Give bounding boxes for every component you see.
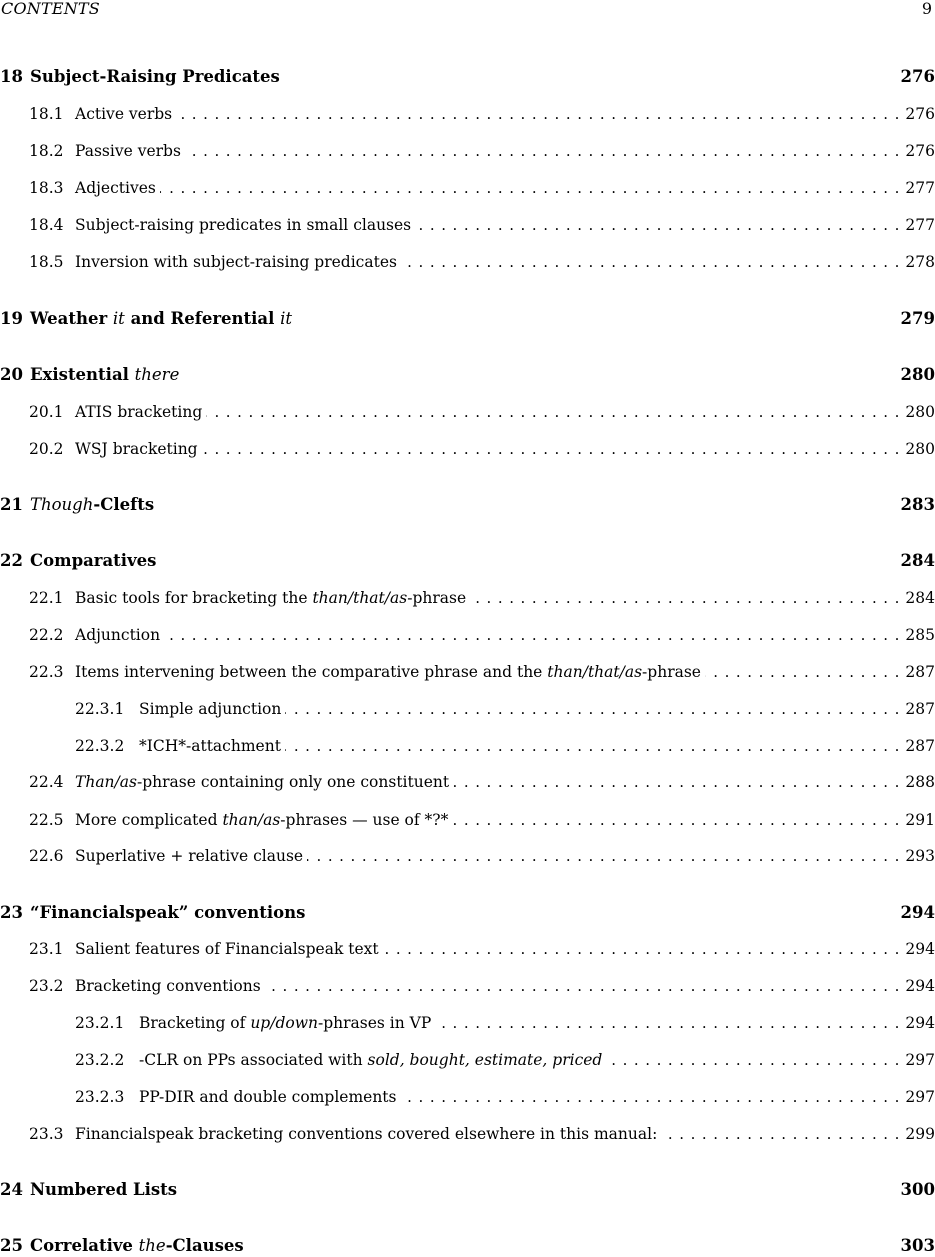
toc-page-number: 276 [895,66,935,88]
toc-page-number: 299 [899,1123,935,1145]
toc-entry-title-part: than/as [222,811,281,829]
toc-entry-number: 23.2.1 [75,1014,125,1032]
toc-section-row[interactable] [0,251,935,273]
toc-entry-title-part: WSJ bracketing [75,440,198,458]
toc-entry-title-part: More complicated [75,811,223,829]
toc-chapter-row[interactable] [0,550,935,572]
toc-page-number: 300 [895,1179,935,1201]
toc-entry-title [75,809,452,831]
toc-entry-number: 23.1 [29,940,64,958]
toc-entry-number: 22.3.2 [75,737,125,755]
toc-page-number: 277 [899,214,935,236]
toc-entry-number: 22.5 [29,811,64,829]
toc-entry-title [139,1049,606,1071]
toc-entry-title-part: Items intervening between the comparative phrase and the [75,663,548,681]
toc-entry-title-part: Bracketing of [139,1014,251,1032]
toc-page-number: 278 [899,251,935,273]
toc-entry-title-part: there [134,365,180,384]
toc-entry-title [139,1012,435,1034]
toc-entry-title [75,140,185,162]
toc-section-row[interactable] [0,438,935,460]
toc-dot-leader [185,140,899,162]
toc-entry-title [75,214,415,236]
toc-entry-title [75,401,206,423]
toc-section-row[interactable] [0,140,935,162]
toc-page-number: 285 [899,624,935,646]
toc-page-number: 287 [899,735,935,757]
toc-page-number: 294 [899,975,935,997]
toc-entry-title-part: Subject-raising predicates in small clauses [75,216,412,234]
toc-dot-leader [606,1049,899,1071]
toc-entry-number: 18 [0,67,23,86]
toc-dot-leader [285,735,899,757]
toc-page-number: 283 [895,494,935,516]
toc-page-number: 288 [899,771,935,793]
toc-entry-title-part: Adjectives [75,179,156,197]
toc-entry-title-part: -CLR on PPs associated with [139,1051,368,1069]
toc-dot-leader [453,771,899,793]
toc-section-row[interactable] [0,938,935,960]
toc-entry-title-part: the [138,1236,166,1255]
toc-entry-number: 20.2 [29,440,64,458]
toc-entry-title [139,1086,400,1108]
toc-dot-leader [202,438,900,460]
toc-entry-title-part: than/that/as [312,589,408,607]
toc-entry-number: 18.4 [29,216,64,234]
toc-subsection-row[interactable] [0,1086,935,1108]
toc-entry-number: 18.1 [29,105,64,123]
toc-entry-title [75,1123,661,1145]
toc-entry-title-part: Passive verbs [75,142,181,160]
toc-page-number: 280 [899,401,935,423]
toc-entry-title-part: Simple adjunction [139,700,282,718]
toc-page-number: 276 [899,140,935,162]
toc-entry-title-part: ATIS bracketing [75,403,203,421]
toc-dot-leader [415,214,899,236]
running-header [0,0,935,18]
toc-entry-title-part: Inversion with subject-raising predicates [75,253,397,271]
toc-entry-title-part: -phrases — use of *?* [280,811,449,829]
toc-page-number: 284 [899,587,935,609]
toc-chapter-row[interactable] [0,364,935,386]
toc-chapter-row[interactable] [0,308,935,330]
toc-section-row[interactable] [0,809,935,831]
toc-dot-leader [470,587,899,609]
toc-entry-number: 20.1 [29,403,64,421]
toc-entry-title-part: than/that/as [547,663,643,681]
toc-entry-title-part: Weather [29,309,113,328]
toc-entry-title-part: -Clauses [165,1236,244,1255]
toc-page-number: 287 [899,698,935,720]
toc-chapter-row[interactable] [0,1235,935,1257]
toc-entry-number: 22.2 [29,626,64,644]
toc-entry-number: 23.2.3 [75,1088,125,1106]
toc-dot-leader [661,1123,899,1145]
toc-page-number: 293 [899,845,935,867]
toc-entry-title-part: Bracketing conventions [75,977,261,995]
toc-chapter-row[interactable] [0,902,935,924]
toc-chapter-row[interactable] [0,494,935,516]
toc-entry-title-part: -phrase [407,589,467,607]
toc-page-number: 291 [899,809,935,831]
toc-section-row[interactable] [0,845,935,867]
toc-dot-leader [164,624,899,646]
toc-entry-title [75,103,176,125]
header-page-number: 9 [921,0,932,18]
toc-dot-leader [435,1012,899,1034]
toc-page-number: 297 [899,1049,935,1071]
toc-entry-title-part: -phrase containing only one constituent [136,773,450,791]
toc-entry-title-part: PP-DIR and double complements [139,1088,397,1106]
toc-dot-leader [705,661,899,683]
toc-entry-title [75,938,383,960]
toc-page-number: 294 [899,938,935,960]
toc-entry-title [75,845,307,867]
toc-entry-title [75,251,401,273]
toc-section-row[interactable] [0,661,935,683]
toc-entry-number: 22.3 [29,663,64,681]
toc-page-number: 276 [899,103,935,125]
toc-page-number: 287 [899,661,935,683]
toc-page-number: 280 [899,438,935,460]
toc-entry-title-part: Than/as [75,773,137,791]
toc-entry-title-part: Active verbs [75,105,173,123]
toc-entry-title [30,494,158,516]
toc-entry-title [30,308,296,330]
toc-entry-number: 23 [0,903,23,922]
toc-page-number: 284 [895,550,935,572]
toc-dot-leader [265,975,900,997]
toc-entry-number: 21 [0,495,23,514]
toc-entry-title-part: -phrases in VP [317,1014,432,1032]
toc-entry-number: 23.2 [29,977,64,995]
toc-entry-title-part: *ICH*-attachment [139,737,281,755]
toc-entry-title-part: “Financialspeak” conventions [29,903,306,922]
toc-entry-title-part: Numbered Lists [29,1180,178,1199]
toc-entry-title-part: Though [29,495,94,514]
toc-chapter-row[interactable] [0,1179,935,1201]
toc-entry-number: 22.4 [29,773,64,791]
toc-entry-number: 25 [0,1236,23,1255]
toc-entry-title-part: up/down [250,1014,318,1032]
toc-entry-title-part: -Clefts [93,495,155,514]
toc-entry-title [139,698,285,720]
toc-dot-leader [176,103,899,125]
toc-entry-number: 18.2 [29,142,64,160]
toc-entry-number: 20 [0,365,23,384]
toc-entry-title-part: Basic tools for bracketing the [75,589,313,607]
toc-chapter-row[interactable] [0,66,935,88]
toc-dot-leader [400,1086,899,1108]
toc-entry-title-part: it [280,309,293,328]
toc-entry-number: 18.3 [29,179,64,197]
toc-dot-leader [383,938,900,960]
toc-section-row[interactable] [0,401,935,423]
toc-section-row[interactable] [0,624,935,646]
toc-page-number: 280 [895,364,935,386]
toc-entry-title-part: Correlative [29,1236,139,1255]
toc-entry-title [30,66,284,88]
toc-entry-number: 18.5 [29,253,64,271]
toc-entry-title [75,771,453,793]
toc-subsection-row[interactable] [0,1012,935,1034]
toc-entry-title [75,624,164,646]
toc-page-number: 297 [899,1086,935,1108]
toc-subsection-row[interactable] [0,698,935,720]
toc-entry-title [75,975,265,997]
toc-entry-number: 22.6 [29,847,64,865]
toc-entry-number: 23.3 [29,1125,64,1143]
toc-section-row[interactable] [0,103,935,125]
toc-entry-title [139,735,285,757]
toc-entry-title [30,364,183,386]
toc-entry-title-part: Salient features of Financialspeak text [75,940,379,958]
toc-entry-title [30,902,309,924]
toc-section-row[interactable] [0,1123,935,1145]
toc-dot-leader [307,845,899,867]
running-title: CONTENTS [1,0,100,18]
toc-entry-title-part: Subject-Raising Predicates [29,67,280,86]
toc-entry-number: 22.3.1 [75,700,125,718]
toc-entry-number: 22.1 [29,589,64,607]
toc-entry-title [75,177,160,199]
toc-subsection-row[interactable] [0,735,935,757]
toc-dot-leader [452,809,899,831]
toc-entry-title [30,1179,181,1201]
toc-entry-title [75,587,470,609]
toc-section-row[interactable] [0,587,935,609]
toc-entry-number: 23.2.2 [75,1051,125,1069]
toc-entry-number: 19 [0,309,23,328]
toc-section-row[interactable] [0,975,935,997]
toc-dot-leader [285,698,899,720]
toc-entry-title [75,661,705,683]
toc-dot-leader [401,251,899,273]
toc-entry-title-part: Financialspeak bracketing conventions covered elsewhere in this manual: [75,1125,658,1143]
toc-entry-title-part: it [112,309,125,328]
toc-entry-number: 24 [0,1180,23,1199]
toc-entry-title-part: sold, bought, estimate, priced [367,1051,603,1069]
toc-page-number: 277 [899,177,935,199]
toc-section-row[interactable] [0,771,935,793]
toc-dot-leader [206,401,899,423]
toc-page-number: 294 [895,902,935,924]
toc-entry-title [75,438,202,460]
toc-entry-title [30,1235,248,1257]
toc-dot-leader [160,177,900,199]
toc-page-number: 303 [895,1235,935,1257]
toc-page-number: 294 [899,1012,935,1034]
toc-section-row[interactable] [0,214,935,236]
toc-entry-title-part: -phrase [642,663,701,681]
toc-entry-title-part: and Referential [124,309,281,328]
toc-entry-number: 22 [0,551,23,570]
toc-page-number: 279 [895,308,935,330]
toc-entry-title-part: Existential [29,365,135,384]
toc-section-row[interactable] [0,177,935,199]
toc-entry-title [30,550,160,572]
toc-entry-title-part: Adjunction [75,626,161,644]
toc-entry-title-part: Comparatives [29,551,157,570]
toc-subsection-row[interactable] [0,1049,935,1071]
toc-entry-title-part: Superlative + relative clause [75,847,304,865]
